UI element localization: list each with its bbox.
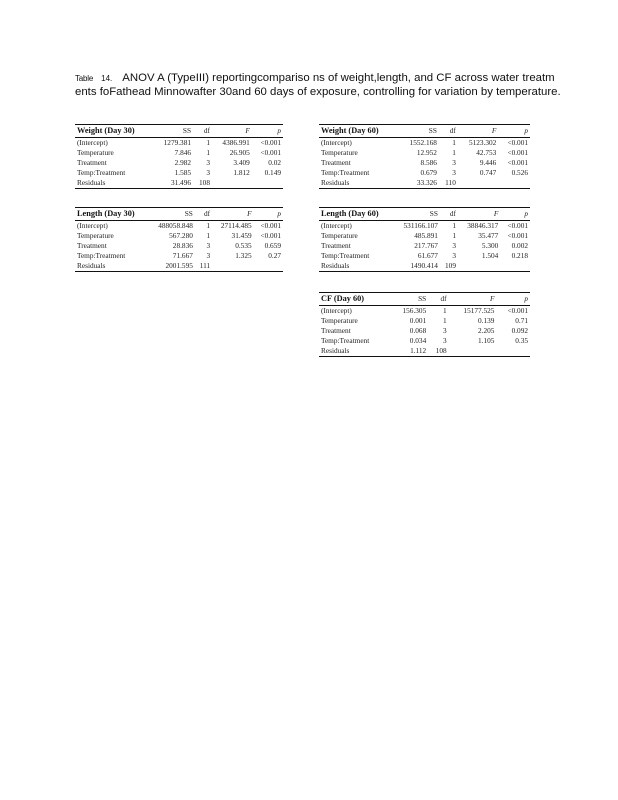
cell-p: 0.218 [511, 251, 528, 260]
column-header-f: F [458, 208, 500, 221]
cell-df: 1 [442, 316, 447, 325]
cell-term: Temperature [77, 231, 114, 240]
column-header-df: df [440, 208, 458, 221]
cell-ss: 1490.414 [394, 261, 440, 272]
column-header-p: p [252, 125, 283, 138]
cell-p: 0.659 [264, 241, 281, 250]
cell-term: Residuals [319, 178, 398, 189]
cell-ss: 1.585 [174, 168, 192, 177]
cell-df: 3 [206, 241, 211, 250]
column-header-ss: SS [153, 125, 193, 138]
cell-term: Temperature [321, 231, 358, 240]
table-row [319, 231, 530, 241]
table-row [319, 148, 530, 158]
cell-term: Temperature [321, 148, 358, 157]
table-header-row [319, 125, 530, 138]
table-row [319, 241, 530, 251]
cell-term: Temperature [321, 316, 358, 325]
cell-term: (Intercept) [321, 138, 352, 147]
cell-term: Residuals [319, 346, 390, 357]
cell-f: 5123.302 [468, 138, 497, 147]
table-row [75, 138, 283, 149]
cell-ss: 2001.595 [149, 261, 195, 272]
caption-label: Table [75, 74, 94, 83]
column-header-df: df [439, 125, 458, 138]
table-row [319, 346, 530, 357]
cell-p: <0.001 [507, 306, 528, 315]
cell-term: Temp:Treatment [321, 336, 370, 345]
cell-p: 0.02 [268, 158, 281, 167]
cell-ss: 156.305 [402, 306, 427, 315]
cell-term: Treatment [321, 241, 351, 250]
table-row [319, 178, 530, 189]
cell-f: 38846.317 [467, 221, 499, 230]
column-header-f: F [449, 293, 497, 306]
table-row [75, 148, 283, 158]
table-header-row [75, 125, 283, 138]
caption-text: ANOV A (TypeIII) reportingcompariso ns of weight,length, and CF across water treatm ents foFathead Minnowafter 30and 60 days of exposure, controlling for variation by temperature. [75, 72, 561, 98]
cell-p: 0.35 [515, 336, 528, 345]
column-header-f: F [212, 125, 252, 138]
cell-df: 1 [206, 231, 211, 240]
cell-df: 1 [452, 138, 456, 147]
cell-f: 9.446 [479, 158, 497, 167]
table-row [75, 231, 283, 241]
cell-f: 1.105 [478, 336, 495, 345]
table-row [319, 158, 530, 168]
cell-df: 3 [206, 158, 210, 167]
cell-f [458, 178, 498, 189]
cell-term: Treatment [77, 158, 107, 167]
cell-p: <0.001 [507, 158, 528, 167]
cell-ss: 217.767 [414, 241, 438, 250]
table-title: Weight (Day 30) [75, 125, 153, 138]
anova-table-weight-day30 [75, 124, 283, 189]
column-header-f: F [212, 208, 254, 221]
anova-table-length-day30 [75, 207, 283, 272]
table-title: Weight (Day 60) [319, 125, 398, 138]
cell-f [449, 346, 497, 357]
column-header-p: p [254, 208, 283, 221]
cell-df: 3 [206, 251, 211, 260]
cell-ss: 0.001 [409, 316, 427, 325]
table-title: Length (Day 60) [319, 208, 394, 221]
column-header-df: df [193, 125, 212, 138]
cell-ss: 33.326 [398, 178, 438, 189]
cell-p: 0.526 [511, 168, 528, 177]
table-row [75, 168, 283, 178]
column-header-ss: SS [390, 293, 428, 306]
cell-ss: 0.068 [409, 326, 427, 335]
cell-f: 35.477 [478, 231, 499, 240]
table-header-row [75, 208, 283, 221]
cell-term: Treatment [321, 326, 351, 335]
cell-ss: 8.586 [420, 158, 437, 167]
cell-f: 27114.485 [220, 221, 252, 230]
column-header-df: df [195, 208, 212, 221]
column-header-ss: SS [394, 208, 440, 221]
table-row [75, 251, 283, 261]
cell-ss: 485.891 [414, 231, 438, 240]
cell-p: 0.27 [268, 251, 281, 260]
cell-term: Residuals [75, 261, 149, 272]
cell-df: 111 [195, 261, 212, 272]
table-title: CF (Day 60) [319, 293, 390, 306]
cell-p: 0.092 [511, 326, 528, 335]
cell-ss: 31.496 [153, 178, 193, 189]
cell-df: 3 [442, 326, 447, 335]
cell-ss: 531166.107 [403, 221, 438, 230]
cell-p: <0.001 [507, 148, 528, 157]
cell-term: Temperature [77, 148, 114, 157]
cell-f [458, 261, 500, 272]
cell-ss: 61.677 [417, 251, 438, 260]
cell-f: 1.325 [235, 251, 252, 260]
column-header-ss: SS [398, 125, 438, 138]
cell-term: Residuals [319, 261, 394, 272]
cell-ss: 2.982 [174, 158, 192, 167]
cell-ss: 1552.168 [409, 138, 437, 147]
table-caption [75, 72, 565, 99]
caption-number: 14. [101, 74, 113, 83]
cell-f: 5.300 [481, 241, 499, 250]
cell-f: 42.753 [476, 148, 497, 157]
cell-f: 1.812 [233, 168, 250, 177]
table-row [75, 261, 283, 272]
column-header-df: df [428, 293, 448, 306]
cell-f: 0.535 [235, 241, 252, 250]
cell-f: 26.905 [229, 148, 250, 157]
cell-ss: 567.280 [169, 231, 193, 240]
cell-term: Temp:Treatment [321, 251, 370, 260]
cell-ss: 1279.381 [163, 138, 192, 147]
cell-df: 3 [442, 336, 447, 345]
cell-term: Temp:Treatment [321, 168, 370, 177]
cell-df: 1 [452, 221, 456, 230]
cell-term: (Intercept) [77, 221, 108, 230]
cell-f [212, 178, 252, 189]
cell-p [496, 346, 530, 357]
cell-p: 0.71 [515, 316, 528, 325]
table-row [319, 168, 530, 178]
table-row [75, 178, 283, 189]
table-header-row [319, 293, 530, 306]
cell-term: Temp:Treatment [77, 168, 126, 177]
cell-term: (Intercept) [321, 306, 352, 315]
cell-df: 3 [452, 158, 456, 167]
column-header-ss: SS [149, 208, 195, 221]
anova-table-length-day60 [319, 207, 530, 272]
table-title: Length (Day 30) [75, 208, 149, 221]
cell-p [254, 261, 283, 272]
table-row [319, 316, 530, 326]
cell-p: 0.002 [511, 241, 528, 250]
cell-df: 3 [206, 168, 210, 177]
table-row [75, 221, 283, 232]
cell-ss: 12.952 [416, 148, 437, 157]
cell-ss: 488058.848 [158, 221, 193, 230]
cell-f: 2.205 [478, 326, 495, 335]
cell-df: 1 [442, 306, 447, 315]
cell-f: 0.747 [479, 168, 497, 177]
cell-ss: 7.846 [174, 148, 192, 157]
cell-p [252, 178, 283, 189]
cell-df: 109 [440, 261, 458, 272]
cell-term: (Intercept) [321, 221, 352, 230]
column-header-p: p [496, 293, 530, 306]
cell-term: Treatment [321, 158, 351, 167]
table-row [319, 138, 530, 149]
cell-ss: 1.112 [390, 346, 428, 357]
table-row [319, 261, 530, 272]
cell-df: 108 [193, 178, 212, 189]
cell-ss: 0.034 [409, 336, 427, 345]
cell-term: Residuals [75, 178, 153, 189]
cell-df: 110 [439, 178, 458, 189]
cell-df: 108 [428, 346, 448, 357]
cell-df: 1 [206, 221, 211, 230]
cell-p: <0.001 [507, 221, 528, 230]
cell-f [212, 261, 254, 272]
cell-p: 0.149 [264, 168, 281, 177]
table-row [319, 221, 530, 232]
cell-f: 15177.525 [463, 306, 495, 315]
cell-ss: 28.836 [172, 241, 193, 250]
anova-table-weight-day60 [319, 124, 530, 189]
cell-df: 1 [206, 138, 210, 147]
cell-df: 1 [206, 148, 210, 157]
cell-p: <0.001 [260, 138, 281, 147]
cell-f: 31.459 [231, 231, 252, 240]
cell-p: <0.001 [260, 221, 281, 230]
column-header-p: p [500, 208, 530, 221]
cell-p: <0.001 [507, 231, 528, 240]
table-row [319, 306, 530, 317]
table-row [319, 251, 530, 261]
cell-ss: 71.667 [172, 251, 193, 260]
cell-f: 0.139 [478, 316, 495, 325]
cell-df: 1 [452, 148, 456, 157]
cell-df: 3 [452, 241, 456, 250]
table-row [75, 158, 283, 168]
cell-f: 3.409 [233, 158, 250, 167]
cell-p: <0.001 [507, 138, 528, 147]
cell-p [500, 261, 530, 272]
column-header-p: p [498, 125, 530, 138]
table-row [75, 241, 283, 251]
anova-table-cf-day60 [319, 292, 530, 357]
cell-p: <0.001 [260, 148, 281, 157]
cell-p: <0.001 [260, 231, 281, 240]
cell-f: 4386.991 [222, 138, 250, 147]
cell-df: 3 [452, 251, 456, 260]
table-row [319, 326, 530, 336]
cell-term: Temp:Treatment [77, 251, 126, 260]
table-header-row [319, 208, 530, 221]
column-header-f: F [458, 125, 498, 138]
cell-p [498, 178, 530, 189]
cell-f: 1.504 [481, 251, 499, 260]
cell-term: Treatment [77, 241, 107, 250]
cell-term: (Intercept) [77, 138, 108, 147]
table-row [319, 336, 530, 346]
cell-df: 1 [452, 231, 456, 240]
cell-df: 3 [452, 168, 456, 177]
cell-ss: 0.679 [420, 168, 437, 177]
